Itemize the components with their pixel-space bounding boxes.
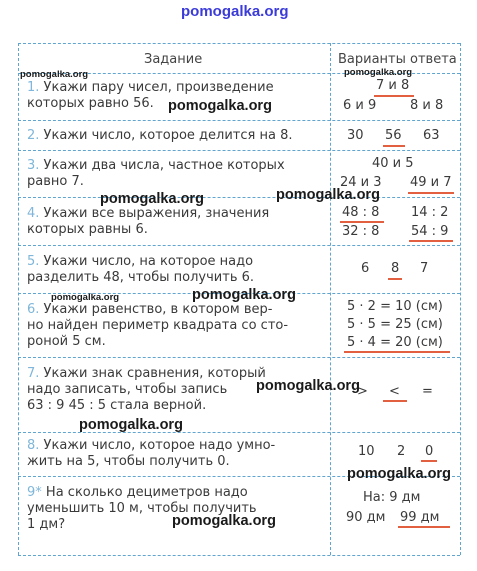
site-watermark: pomogalka.org <box>20 69 89 80</box>
answer-underline <box>421 460 437 462</box>
answer-option: 5 · 2 = 10 (см) <box>347 299 443 314</box>
answer-option: 90 дм <box>346 510 386 525</box>
answer-option: 24 и 3 <box>340 175 382 190</box>
site-watermark: pomogalka.org <box>79 417 183 433</box>
task-text-line: жить на 5, чтобы получить 0. <box>27 454 230 469</box>
answer-underline <box>340 221 384 223</box>
task-text-line: Укажи число, на которое надо <box>43 254 254 269</box>
answer-option: 56 <box>385 128 402 143</box>
task-text-line: равно 7. <box>27 174 84 189</box>
answer-option: 10 <box>358 444 375 459</box>
answer-option: 48 : 8 <box>342 205 380 220</box>
answer-option: > <box>357 384 368 399</box>
table-top-border <box>18 43 460 44</box>
task-text-line: роной 5 см. <box>27 334 106 349</box>
table-left-border <box>18 43 19 555</box>
answer-option: 63 <box>423 128 440 143</box>
table-right-border <box>460 43 461 555</box>
row-divider <box>18 197 460 198</box>
answer-option: 99 дм <box>400 510 440 525</box>
answer-underline <box>408 192 454 194</box>
answer-option: 32 : 8 <box>342 224 380 239</box>
site-watermark: pomogalka.org <box>276 187 380 203</box>
row-divider <box>18 120 460 121</box>
task-text-line: надо записать, чтобы запись <box>27 382 228 397</box>
row-divider <box>18 245 460 246</box>
row-divider <box>18 150 460 151</box>
task-number: 6. <box>27 302 40 317</box>
table-bottom-border <box>18 555 460 556</box>
task-text-line: Укажи пару чисел, произведение <box>43 80 274 95</box>
answer-option: 5 · 5 = 25 (см) <box>347 317 443 332</box>
answer-option: 14 : 2 <box>411 205 449 220</box>
answer-option: < <box>389 384 400 399</box>
task-number: 5. <box>27 254 40 269</box>
answer-option: 7 и 8 <box>376 78 410 93</box>
answer-option: 6 и 9 <box>343 98 377 113</box>
site-watermark: pomogalka.org <box>51 292 120 303</box>
task-number: 4. <box>27 206 40 221</box>
site-watermark: pomogalka.org <box>347 466 451 482</box>
site-watermark: pomogalka.org <box>100 191 204 207</box>
task-text-line: Укажи знак сравнения, который <box>43 366 266 381</box>
answer-column-header: Варианты ответа <box>338 52 457 67</box>
site-watermark: pomogalka.org <box>172 513 276 529</box>
task-3 <box>27 158 285 190</box>
answer-option: 8 <box>391 261 400 276</box>
task-number: 7. <box>27 366 40 381</box>
answer-option: 8 и 8 <box>410 98 444 113</box>
site-watermark: pomogalka.org <box>192 287 296 303</box>
site-watermark-top: pomogalka.org <box>181 3 289 20</box>
task-text-line: Укажи число, которое делится на 8. <box>43 128 293 143</box>
task-text-line: разделить 48, чтобы получить 6. <box>27 270 255 285</box>
task-column-header: Задание <box>144 52 203 67</box>
answer-option: 40 и 5 <box>372 156 414 171</box>
site-watermark: pomogalka.org <box>344 67 413 78</box>
answer-option: 49 и 7 <box>410 175 452 190</box>
task-number: 1. <box>27 80 40 95</box>
task-number: 3. <box>27 158 40 173</box>
column-divider <box>330 43 331 555</box>
task-number: 9* <box>27 485 42 500</box>
task-text-line: уменьшить 10 м, чтобы получить <box>27 501 257 516</box>
answer-underline <box>344 351 450 353</box>
answer-underline <box>383 145 405 147</box>
answer-underline <box>409 240 453 242</box>
task-2 <box>27 128 292 144</box>
task-4 <box>27 206 269 238</box>
task-text-line: 63 : 9 45 : 5 стала верной. <box>27 398 207 413</box>
site-watermark: pomogalka.org <box>168 98 272 114</box>
task-text-line: Укажи два числа, частное которых <box>43 158 285 173</box>
task-6 <box>27 302 288 350</box>
answer-option: 6 <box>361 261 370 276</box>
task-5 <box>27 254 254 286</box>
answer-option: На: 9 дм <box>363 490 421 505</box>
answer-option: 2 <box>397 444 406 459</box>
answer-underline <box>388 278 402 280</box>
task-7 <box>27 366 266 414</box>
task-text-line: которых равно 56. <box>27 96 154 111</box>
answer-option: 0 <box>425 444 434 459</box>
task-text-line: Укажи число, которое надо умно- <box>43 438 276 453</box>
task-number: 8. <box>27 438 40 453</box>
task-text-line: но найден периметр квадрата со сто- <box>27 318 289 333</box>
task-number: 2. <box>27 128 40 143</box>
task-text-line: 1 дм? <box>27 517 66 532</box>
task-text-line: которых равны 6. <box>27 222 148 237</box>
answer-underline <box>383 400 407 402</box>
task-text-line: Укажи равенство, в котором вер- <box>43 302 273 317</box>
task-8 <box>27 438 275 470</box>
answer-underline <box>398 526 450 528</box>
row-divider <box>18 357 460 358</box>
answer-option: 5 · 4 = 20 (см) <box>347 335 443 350</box>
answer-option: 54 : 9 <box>411 224 449 239</box>
task-text-line: Укажи все выражения, значения <box>43 206 270 221</box>
site-watermark: pomogalka.org <box>256 378 360 394</box>
answer-underline <box>374 95 414 97</box>
answer-option: 30 <box>347 128 364 143</box>
task-text-line: На сколько дециметров надо <box>45 485 248 500</box>
answer-option: = <box>422 384 433 399</box>
answer-option: 7 <box>420 261 429 276</box>
